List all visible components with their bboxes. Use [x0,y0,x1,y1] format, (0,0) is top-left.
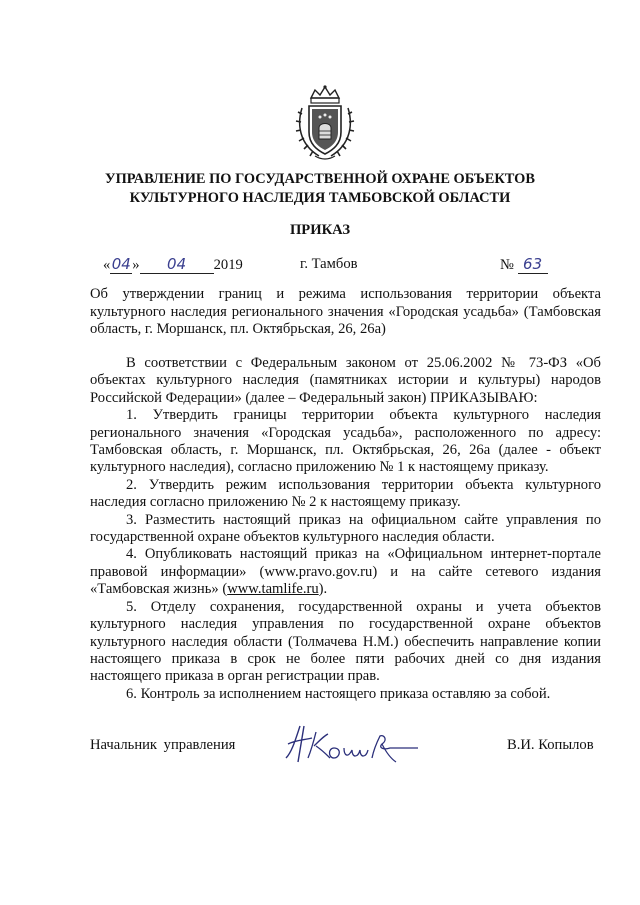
item-2: 2. Утвердить режим использования территории объекта культурного наследия согласно приложению № 2 к настоящему приказу. [90,476,601,511]
quote-open: « [103,257,111,273]
city: г. Тамбов [300,256,358,272]
item-4-text: 4. Опубликовать настоящий приказ на «Официальном интернет-портале правовой информации» (www.pravo.gov.ru) и на сайте сетевого издания «Тамбовская жизнь» ( [90,546,601,598]
coat-of-arms-emblem-icon [293,84,357,162]
item-4 [90,546,601,598]
order-subject: Об утверждении границ и режима использования территории объекта культурного наследия регионального значения «Городская усадьба» (Тамбовская область, г. Моршанск, пл. Октябрьская, 26, 26а) [90,286,601,337]
quote-close: » [132,257,140,273]
order-body [90,355,601,703]
date-month: 04 [140,256,214,274]
signatory-name: В.И. Копылов [507,737,594,753]
item-1: 1. Утвердить границы территории объекта культурного наследия регионального значения «Городская усадьба», расположенного по адресу: Тамбовская область, г. Моршанск, пл. Октябрьская, 26, 26а (далее - объект культурного наследия), согласно приложению № 1 к настоящему приказу. [90,407,601,476]
item-6: 6. Контроль за исполнением настоящего приказа оставляю за собой. [126,685,551,702]
date-day: 04 [111,255,131,273]
date-year: 2019 [213,257,243,273]
document-type: ПРИКАЗ [289,222,351,238]
handwritten-signature [278,718,428,768]
order-number [500,256,548,274]
signatory-title: Начальник управления [90,737,236,753]
tamlife-link[interactable]: www.tamlife.ru [227,581,319,598]
order-date [103,256,243,274]
item-5: 5. Отделу сохранения, государственной охраны и учета объектов культурного наследия управления по государственной охране объектов культурного наследия области (Толмачева Н.М.) обеспечить направление копии настоящего приказа в срок не более пяти рабочих дней со дня издания настоящего приказа в орган регистрации прав. [90,598,601,685]
organization-name [60,170,580,208]
preamble-paragraph: В соответствии с Федеральным законом от 25.06.2002 № 73-ФЗ «Об объектах культурного наследия (памятниках истории и культуры) народов Российской Федерации» (далее – Федеральный закон) ПРИКАЗЫВАЮ: [90,355,601,406]
number-value: 63 [518,256,548,274]
organization-line-2: КУЛЬТУРНОГО НАСЛЕДИЯ ТАМБОВСКОЙ ОБЛАСТИ [129,190,511,206]
item-3: 3. Разместить настоящий приказ на официальном сайте управления по государственной охране объектов культурного наследия области. [90,511,601,546]
item-4-end: ). [318,581,328,598]
number-sign: № [500,257,514,273]
date-line [0,256,640,280]
organization-line-1: УПРАВЛЕНИЕ ПО ГОСУДАРСТВЕННОЙ ОХРАНЕ ОБЪЕКТОВ [105,171,535,187]
